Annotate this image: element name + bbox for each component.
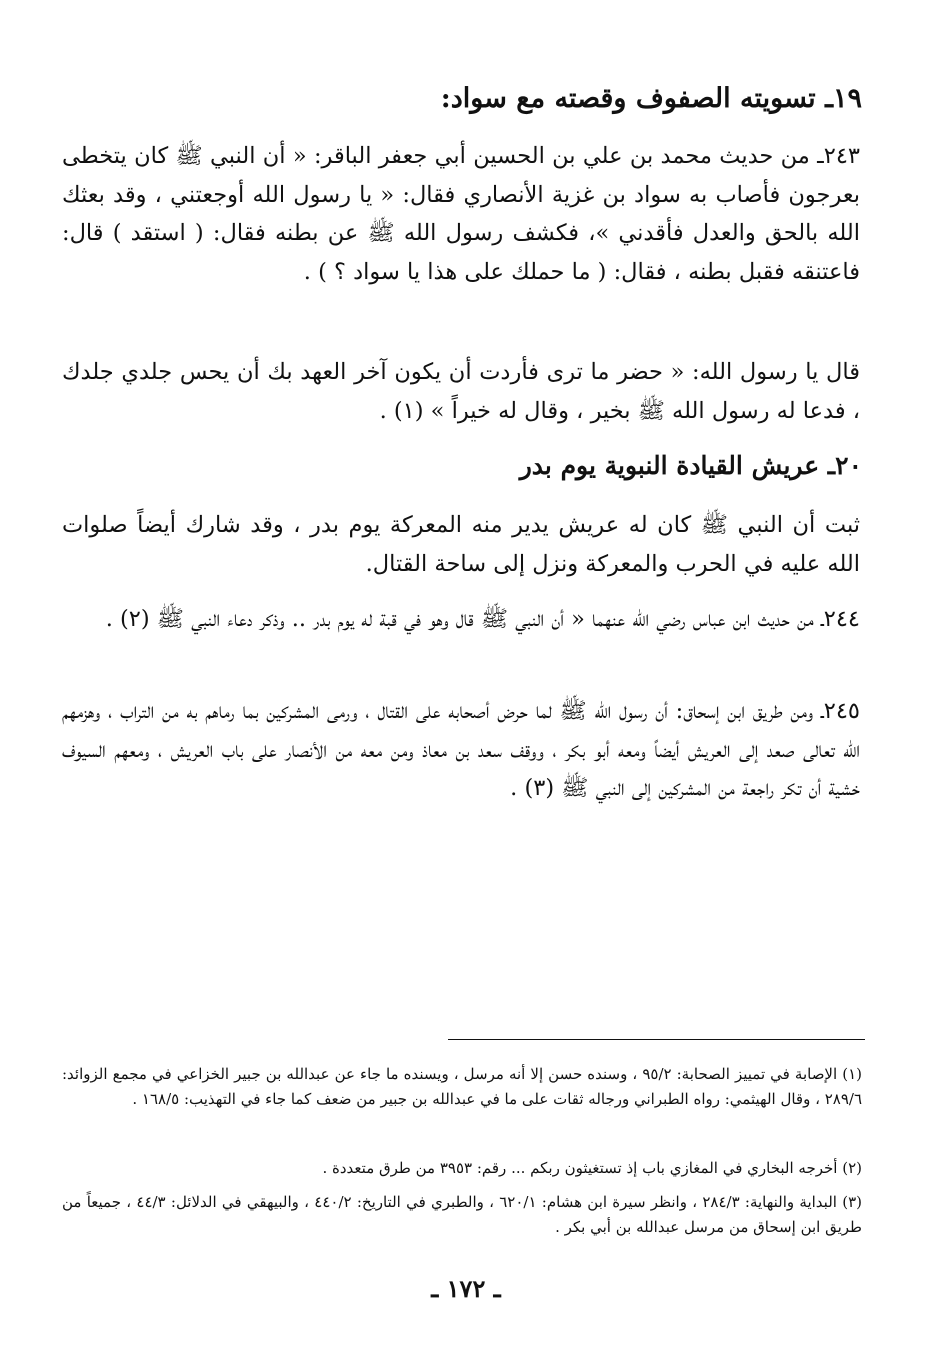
footnote-3: (٣) البداية والنهاية: ٢٨٤/٣ ، وانظر سيرة ابن هشام: ٦٢٠/١ ، والطبري في التاريخ: ٤٤٠/٢ ، والبيهقي في الدلائل: ٤٤/٣ ، جميعاً من طريق ابن إسحاق من مرسل عبدالله بن أبي بكر . (62, 1193, 862, 1236)
section-19-heading: ١٩ـ تسويته الصفوف وقصته مع سواد: (440, 83, 862, 114)
hadith-245-paragraph: ٢٤٥ـ ومن طريق ابن إسحاق: أن رسول الله ﷺ لما حرض أصحابه على القتال ، ورمى المشركين بما رماهم به من التراب ، وهزمهم الله تعالى صعد إلى العريش أيضاً ومعه أبو بكر ، ووقف سعد بن معاذ ومن معه من الأنصار على باب العريش ، ومعهم السيوف خشية أن تكر راجعة من المشركين إلى النبي ﷺ (٣) . (62, 698, 860, 801)
hadith-243-paragraph: ٢٤٣ـ من حديث محمد بن علي بن الحسين أبي جعفر الباقر: « أن النبي ﷺ كان يتخطى بعرجون فأصاب به سواد بن غزية الأنصاري فقال: « يا رسول الله أوجعتني ، وقد بعثك الله بالحق والعدل فأقدني »، فكشف رسول الله ﷺ عن بطنه فقال: ( استقد ) قال: فاعتنقه فقبل بطنه ، فقال: ( ما حملك على هذا يا سواد ؟ ) . (62, 143, 860, 285)
footnote-divider (448, 1039, 865, 1040)
section-20-intro-paragraph: ثبت أن النبي ﷺ كان له عريش يدير منه المعركة يوم بدر ، وقد شارك أيضاً صلوات الله عليه في الحرب والمعركة ونزل إلى ساحة القتال. (62, 512, 860, 577)
section-20-heading: ٢٠ـ عريش القيادة النبوية يوم بدر (519, 451, 862, 480)
hadith-244-paragraph: ٢٤٤ـ من حديث ابن عباس رضي الله عنهما « أن النبي ﷺ قال وهو في قبة له يوم بدر .. وذكر دعاء النبي ﷺ (٢) . (105, 606, 860, 632)
footnote-1: (١) الإصابة في تمييز الصحابة: ٩٥/٢ ، وسنده حسن إلا أنه مرسل ، ويسنده ما جاء عن عبدالله بن جبير الخزاعي في مجمع الزوائد: ٢٨٩/٦ ، وقال الهيثمي: رواه الطبراني ورجاله ثقات على ما في عبدالله بن جبير من ضعف كما جاء في التهذيب: ١٦٨/٥ . (62, 1065, 862, 1108)
footnote-2: (٢) أخرجه البخاري في المغازي باب إذ تستغيثون ربكم ... رقم: ٣٩٥٣ من طرق متعددة . (322, 1159, 862, 1177)
hadith-243-continuation: قال يا رسول الله: « حضر ما ترى فأردت أن يكون آخر العهد بك أن يحس جلدي جلدك ، فدعا له رسول الله ﷺ بخير ، وقال له خيراً » (١) . (62, 359, 860, 424)
page-number: ـ ١٧٢ ـ (431, 1274, 501, 1303)
